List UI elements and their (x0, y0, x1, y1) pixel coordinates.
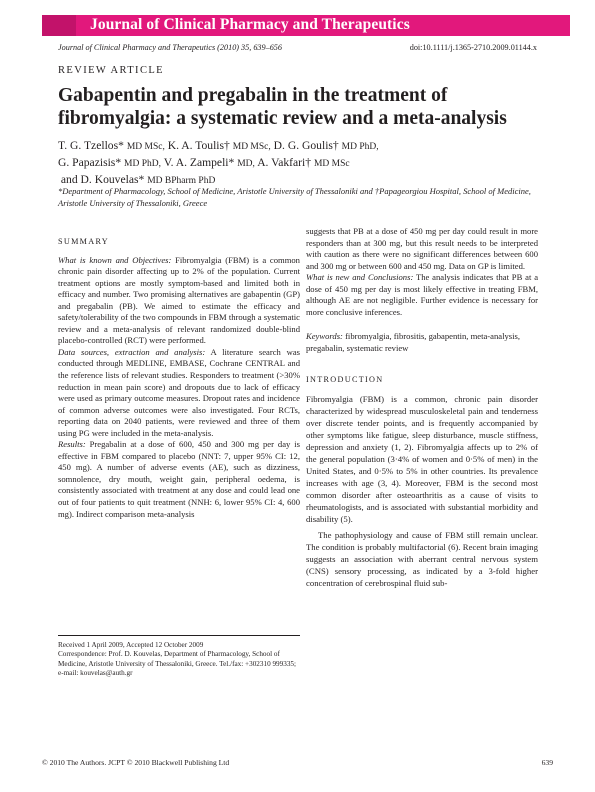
author-degree: MD BPharm PhD (147, 176, 216, 186)
summary-label: What is new and Conclusions: (306, 272, 414, 283)
author-name: T. G. Tzellos* (58, 139, 124, 152)
summary-paragraph (58, 439, 300, 520)
introduction-paragraph: Fibromyalgia (FBM) is a common, chronic pain disorder characterized by widespread musculoskeletal pain and tenderness over discrete tender points, and is frequently accompanied by other symptoms like fatigue, sleep disturbance, muscle stiffness, depression and anxiety (1, 2). Fibromyalgia affects up to 2% of the general population (3·4% of women and 0·5% of men) in the United States, and 0·5% to 5% in other countries. Its prevalence increases with age (3, 4). Moreover, FBM is the second most common disorder after osteoarthritis as a cause of visits to rheumatologists, and is associated with substantial morbidity and disability (5). (306, 394, 538, 525)
author-degree: MD MSc, (232, 142, 271, 152)
summary-text: The analysis indicates that PB at a dose of 450 mg per day is most likely effective in treating FBM, although AE are not negligible. Further evidence is necessary for more conclusive inferences. (306, 272, 539, 317)
article-title: Gabapentin and pregabalin in the treatment of fibromyalgia: a systematic review and a meta-analysis (58, 85, 507, 129)
author-degree: MD MSc (313, 159, 350, 169)
author-degree: MD PhD, (124, 159, 161, 169)
author-name: G. Papazisis* (58, 156, 122, 169)
summary-column-right (306, 226, 539, 589)
summary-paragraph (58, 255, 300, 347)
footnote-divider (58, 635, 300, 636)
copyright: © 2010 The Authors. JCPT © 2010 Blackwell Publishing Ltd (42, 758, 230, 767)
keywords-text: fibromyalgia, fibrositis, gabapentin, meta-analysis, pregabalin, systematic review (306, 331, 521, 353)
author-degree: MD PhD, (341, 142, 379, 152)
author-degree: MD MSc, (126, 142, 165, 152)
affiliation: *Department of Pharmacology, School of Medicine, Aristotle University of Thessaloniki and †Papageorgiou Hospital, School of Medicine, Aristotle University of Thessaloniki, Greece (58, 186, 531, 208)
summary-text: A literature search was conducted through MEDLINE, EMBASE, Cochrane CENTRAL and the reference lists of relevant studies. Responders to treatment (>30% reduction in mean pain score) and dropouts due to lack of efficacy were used as primary outcome measures. Dropout rates and incidence of common adverse outcomes were also investigated. Four RCTs, reporting data on 2040 patients, were reviewed and three of them using PG were included in the meta-analysis. (58, 346, 300, 438)
introduction-heading: INTRODUCTION (306, 375, 384, 385)
introduction-paragraph: The pathophysiology and cause of FBM still remain unclear. The condition is probably multifactorial (6). Recent brain imaging suggests an association with aberrant central nervous system (CNS) sensory processing, as indicated by a 3-fold higher concentration of cerebrospinal fluid sub- (306, 530, 538, 589)
summary-label: Data sources, extraction and analysis: (58, 346, 206, 357)
summary-text: Fibromyalgia (FBM) is a common chronic pain disorder affecting up to 2% of the population. Current treatment options are mostly symptom-based and limited both in efficacy and number. Two promising alternatives are gabapentin (GP) and pregabalin (PB). We aimed to estimate the efficacy and safety/tolerability of the two compounds in FBM through a systematic review and a meta-analysis of relevant randomized double-blind placebo-controlled (RCT) were performed. (58, 254, 300, 346)
doi: doi:10.1111/j.1365-2710.2009.01144.x (409, 43, 537, 52)
summary-continuation: suggests that PB at a dose of 450 mg per day could result in more responders than at 300 mg, but this result needs to be interpreted with caution as there were no significant differences between 600 and 300 mg or between 600 and 450 mg. Data on GP is limited. (306, 226, 538, 271)
page-number: 639 (541, 758, 553, 767)
summary-label: What is known and Objectives: (58, 254, 172, 265)
summary-label: Results: (58, 439, 86, 450)
banner-tag (42, 15, 76, 36)
author-degree: MD, (237, 159, 255, 169)
summary-column-left (58, 236, 300, 520)
summary-paragraph (58, 347, 300, 439)
received-date: Received 1 April 2009, Accepted 12 October 2009 (58, 641, 204, 649)
author-name: D. G. Goulis† (273, 139, 339, 152)
author-name: V. A. Zampeli* (163, 156, 235, 169)
author-name: and D. Kouvelas* (60, 173, 145, 186)
author-list (58, 138, 558, 189)
correspondence: Correspondence: Prof. D. Kouvelas, Department of Pharmacology, School of Medicine, Aristotle University of Thessaloniki, Greece. Tel./fax: +302310 999335; e-mail: kouvelas@auth.gr (58, 650, 297, 678)
author-name: A. Vakfari† (257, 156, 312, 169)
article-type: REVIEW ARTICLE (58, 65, 164, 76)
summary-text: Pregabalin at a dose of 600, 450 and 300 mg per day is effective in FBM compared to placebo (NNT: 7, upper 95% CI: 12, 450 mg). A number of adverse events (AE), such as dizziness, somnolence, dry mouth, weight gain, peripheral oedema, is consistently associated with treatment at any dose and could lead one out of four patients to quit treatment (NNH: 6, lower 95% CI: 4, 600 mg). Indirect comparison meta-analysis (58, 439, 300, 519)
journal-title: Journal of Clinical Pharmacy and Therapeutics (90, 16, 410, 33)
journal-title-banner (42, 15, 570, 36)
introduction-body (306, 393, 538, 589)
citation: Journal of Clinical Pharmacy and Therapeutics (2010) 35, 639–656 (58, 43, 282, 52)
keywords (306, 331, 538, 354)
summary-paragraph (306, 272, 538, 318)
author-name: K. A. Toulis† (167, 139, 230, 152)
keywords-label: Keywords: (306, 331, 343, 342)
footnote (58, 641, 300, 679)
summary-heading: SUMMARY (58, 237, 109, 246)
